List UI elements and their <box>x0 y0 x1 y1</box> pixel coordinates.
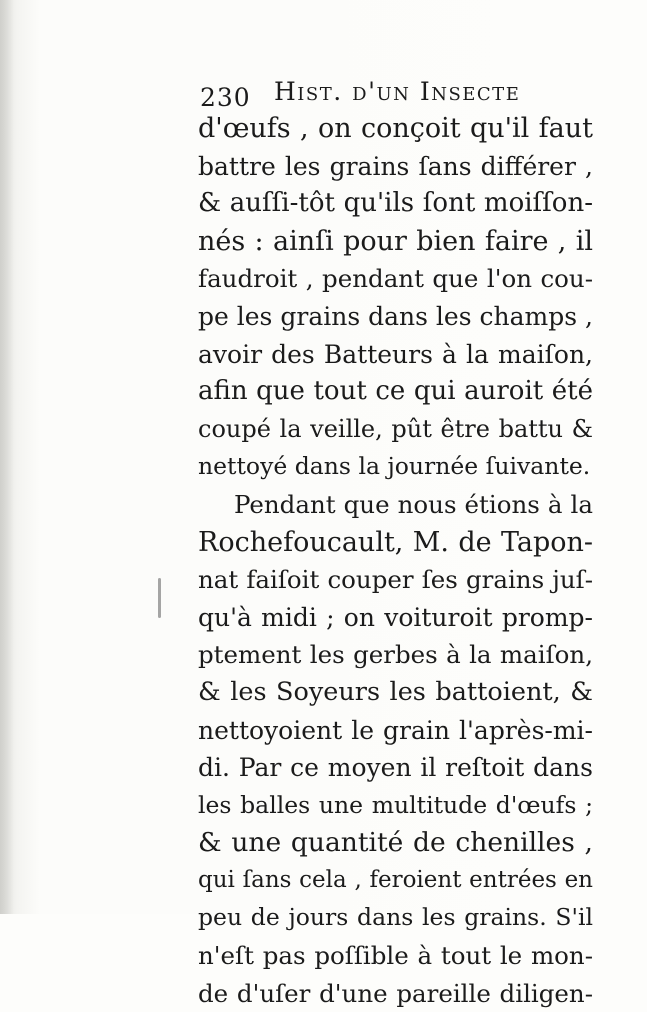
text-line: faudroit , pendant que l'on cou- <box>198 264 593 294</box>
text-line: peu de jours dans les grains. S'il <box>198 903 593 932</box>
margin-ink-mark <box>158 578 161 618</box>
page-number: 230 <box>200 83 251 112</box>
body-text <box>198 110 593 1012</box>
text-line: d'œufs , on conçoit qu'il faut <box>198 113 593 144</box>
text-line: pe les grains dans les champs , <box>198 301 593 331</box>
paragraph-end-line: nettoyé dans la journée ſuivante. <box>198 452 591 481</box>
text-line: battre les grains ſans différer , <box>198 151 593 181</box>
text-line: de d'uſer d'une pareille diligen- <box>198 978 593 1008</box>
text-line: qui ſans cela , feroient entrées en <box>198 866 593 893</box>
text-line: & une quantité de chenilles , <box>198 827 593 859</box>
text-line: avoir des Batteurs à la maiſon, <box>198 339 593 369</box>
text-line: afin que tout ce qui auroit été <box>198 376 593 407</box>
running-head <box>200 77 600 113</box>
text-line: nat faiſoit couper ſes grains juſ- <box>198 565 593 595</box>
paragraph-start-line: Pendant que nous étions à la <box>234 489 593 519</box>
text-line: qu'à midi ; on voituroit promp- <box>198 602 593 632</box>
text-line: Rochefoucault, M. de Tapon- <box>198 526 593 558</box>
text-line: ptement les gerbes à la maiſon, <box>198 640 593 670</box>
page-gutter-shadow <box>0 0 14 914</box>
text-line: nettoyoient le grain l'après-mi- <box>198 715 593 745</box>
running-head-title: Hist. d'un Insecte <box>274 77 521 106</box>
text-line: n'eſt pas poſſible à tout le mon- <box>198 941 593 971</box>
text-line: nés : ainſi pour bien faire , il <box>198 225 593 257</box>
text-line: & auſſi-tôt qu'ils ſont moiſſon- <box>198 188 593 219</box>
text-line: di. Par ce moyen il reſtoit dans <box>198 753 593 783</box>
text-line: les balles une multitude d'œufs ; <box>198 790 593 819</box>
text-line: coupé la veille, pût être battu & <box>198 414 593 443</box>
text-line: & les Soyeurs les battoient, & <box>198 676 593 707</box>
